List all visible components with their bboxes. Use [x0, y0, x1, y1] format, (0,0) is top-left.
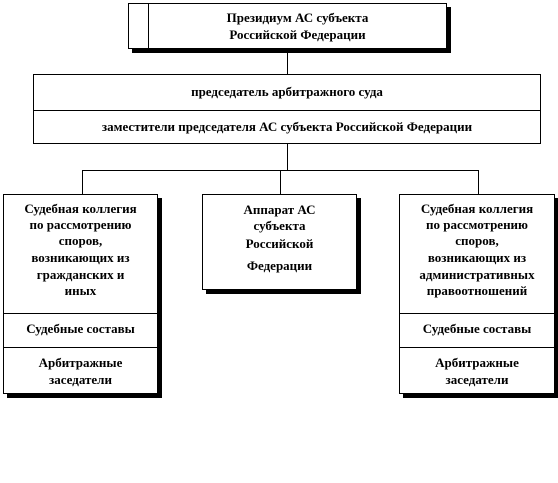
left-assessors-line-2: заседатели [49, 372, 112, 387]
apparatus-line-3: Российской [245, 236, 314, 251]
right-collegium-line-3: споров, [455, 233, 499, 248]
chairman-label: председатель арбитражного суда [191, 84, 383, 99]
right-collegium-line-5: административных [419, 267, 535, 282]
left-collegium-line-4: возникающих из [31, 250, 130, 265]
right-collegium-line-4: возникающих из [427, 250, 527, 265]
chair-box [33, 74, 541, 144]
left-collegium-box [3, 194, 158, 394]
left-compositions-label: Судебные составы [26, 321, 135, 336]
left-divider-2 [4, 347, 157, 348]
left-collegium-line-3: споров, [58, 233, 103, 248]
connector-to-apparatus [280, 170, 281, 194]
left-divider-1 [4, 313, 157, 314]
right-collegium-box [399, 194, 555, 394]
right-assessors-line-1: Арбитражные [435, 355, 519, 370]
left-assessors-line-1: Арбитражные [38, 355, 123, 370]
left-collegium-line-6: иных [64, 283, 97, 298]
apparatus-line-1: Аппарат АС [243, 202, 316, 217]
right-divider-1 [400, 313, 554, 314]
connector-presidium-chair [287, 49, 288, 74]
apparatus-line-2: субъекта [253, 218, 306, 233]
connector-to-right [478, 170, 479, 194]
left-collegium-line-2: по рассмотрению [29, 217, 132, 232]
right-divider-2 [400, 347, 554, 348]
right-collegium-line-6: правоотношений [426, 283, 528, 298]
chair-divider [34, 110, 540, 111]
presidium-box [128, 3, 447, 49]
right-compositions-label: Судебные составы [422, 321, 532, 336]
right-assessors-line-2: заседатели [445, 372, 509, 387]
right-collegium-line-2: по рассмотрению [426, 217, 528, 232]
right-collegium-line-1: Судебная коллегия [420, 201, 534, 216]
apparatus-box [202, 194, 357, 290]
left-collegium-line-5: гражданских и [36, 267, 125, 282]
connector-chair-bus [287, 144, 288, 170]
connector-to-left [82, 170, 83, 194]
left-collegium-line-1: Судебная коллегия [24, 201, 137, 216]
presidium-title-line-1: Президиум АС субъекта [226, 10, 369, 25]
deputies-label: заместители председателя АС субъекта Российской Федерации [101, 119, 473, 134]
presidium-title-line-2: Российской Федерации [229, 27, 366, 42]
apparatus-line-4: Федерации [246, 258, 313, 273]
